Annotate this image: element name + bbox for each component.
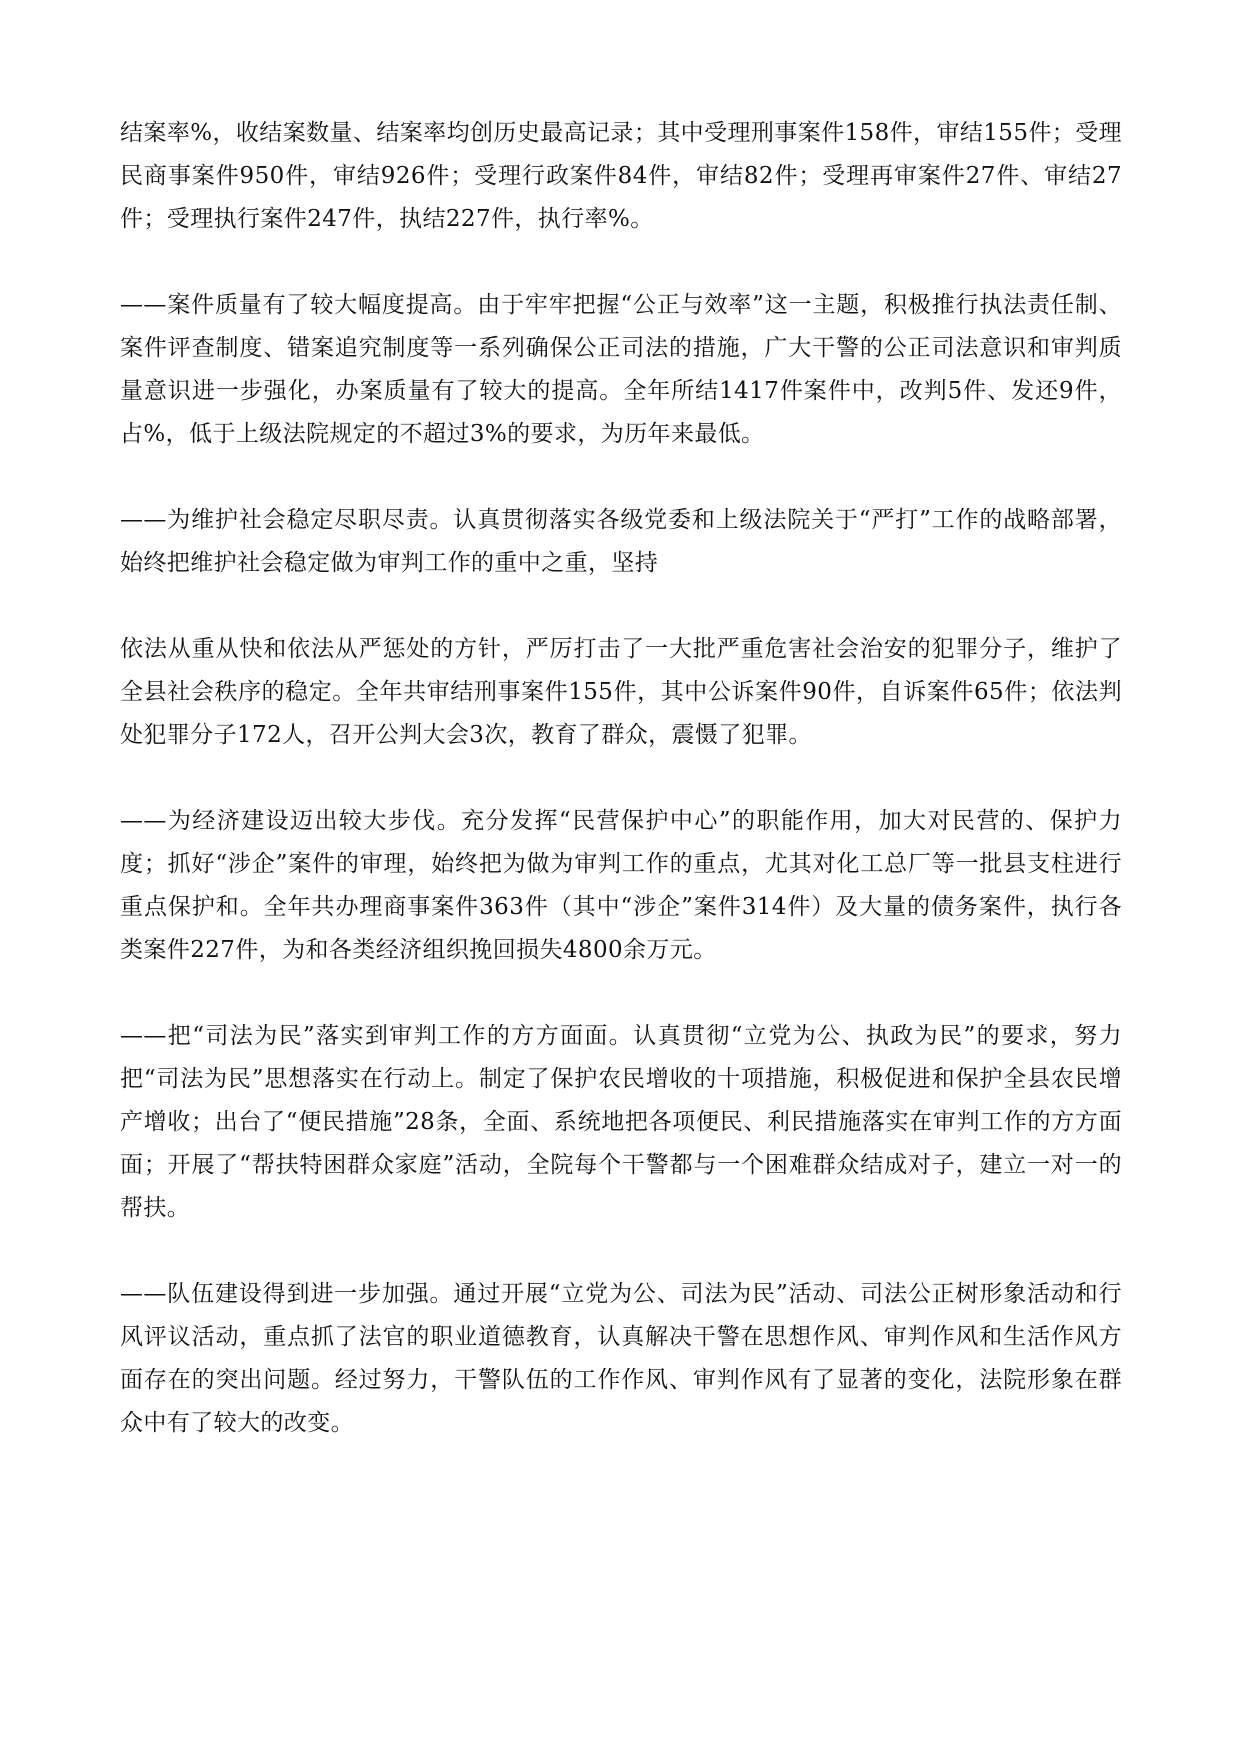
- paragraph-economic-construction: ——为经济建设迈出较大步伐。充分发挥“民营保护中心”的职能作用，加大对民营的、保护力度；抓好“涉企”案件的审理，始终把为做为审判工作的重点，尤其对化工总厂等一批县支柱进行重点保护和。全年共办理商事案件363件（其中“涉企”案件314件）及大量的债务案件，执行各类案件227件，为和各类经济组织挽回损失4800余万元。: [120, 808, 1122, 963]
- paragraph-team-building: ——队伍建设得到进一步加强。通过开展“立党为公、司法为民”活动、司法公正树形象活动和行风评议活动，重点抓了法官的职业道德教育，认真解决干警在思想作风、审判作风和生活作风方面存在的突出问题。经过努力，干警队伍的工作作风、审判作风有了显著的变化，法院形象在群众中有了较大的改变。: [120, 1281, 1122, 1436]
- paragraph-case-statistics: 结案率%，收结案数量、结案率均创历史最高记录；其中受理刑事案件158件，审结155件；受理民商事案件950件，审结926件；受理行政案件84件，审结82件；受理再审案件27件、审结27件；受理执行案件247件，执结227件，执行率%。: [120, 120, 1122, 232]
- paragraph-social-stability: ——为维护社会稳定尽职尽责。认真贯彻落实各级党委和上级法院关于“严打”工作的战略部署，始终把维护社会稳定做为审判工作的重中之重，坚持: [120, 507, 1122, 576]
- paragraph-case-quality: ——案件质量有了较大幅度提高。由于牢牢把握“公正与效率”这一主题，积极推行执法责任制、案件评查制度、错案追究制度等一系列确保公正司法的措施，广大干警的公正司法意识和审判质量意识进一步强化，办案质量有了较大的提高。全年所结1417件案件中，改判5件、发还9件，占%，低于上级法院规定的不超过3%的要求，为历年来最低。: [120, 292, 1122, 447]
- paragraph-justice-for-people: ——把“司法为民”落实到审判工作的方方面面。认真贯彻“立党为公、执政为民”的要求，努力把“司法为民”思想落实在行动上。制定了保护农民增收的十项措施，积极促进和保护全县农民增产增收；出台了“便民措施”28条，全面、系统地把各项便民、利民措施落实在审判工作的方方面面；开展了“帮扶特困群众家庭”活动，全院每个干警都与一个困难群众结成对子，建立一对一的帮扶。: [120, 1023, 1122, 1221]
- document-body: [120, 112, 1122, 1488]
- paragraph-strict-punishment: 依法从重从快和依法从严惩处的方针，严厉打击了一大批严重危害社会治安的犯罪分子，维护了全县社会秩序的稳定。全年共审结刑事案件155件，其中公诉案件90件，自诉案件65件；依法判处犯罪分子172人，召开公判大会3次，教育了群众，震慑了犯罪。: [120, 636, 1122, 748]
